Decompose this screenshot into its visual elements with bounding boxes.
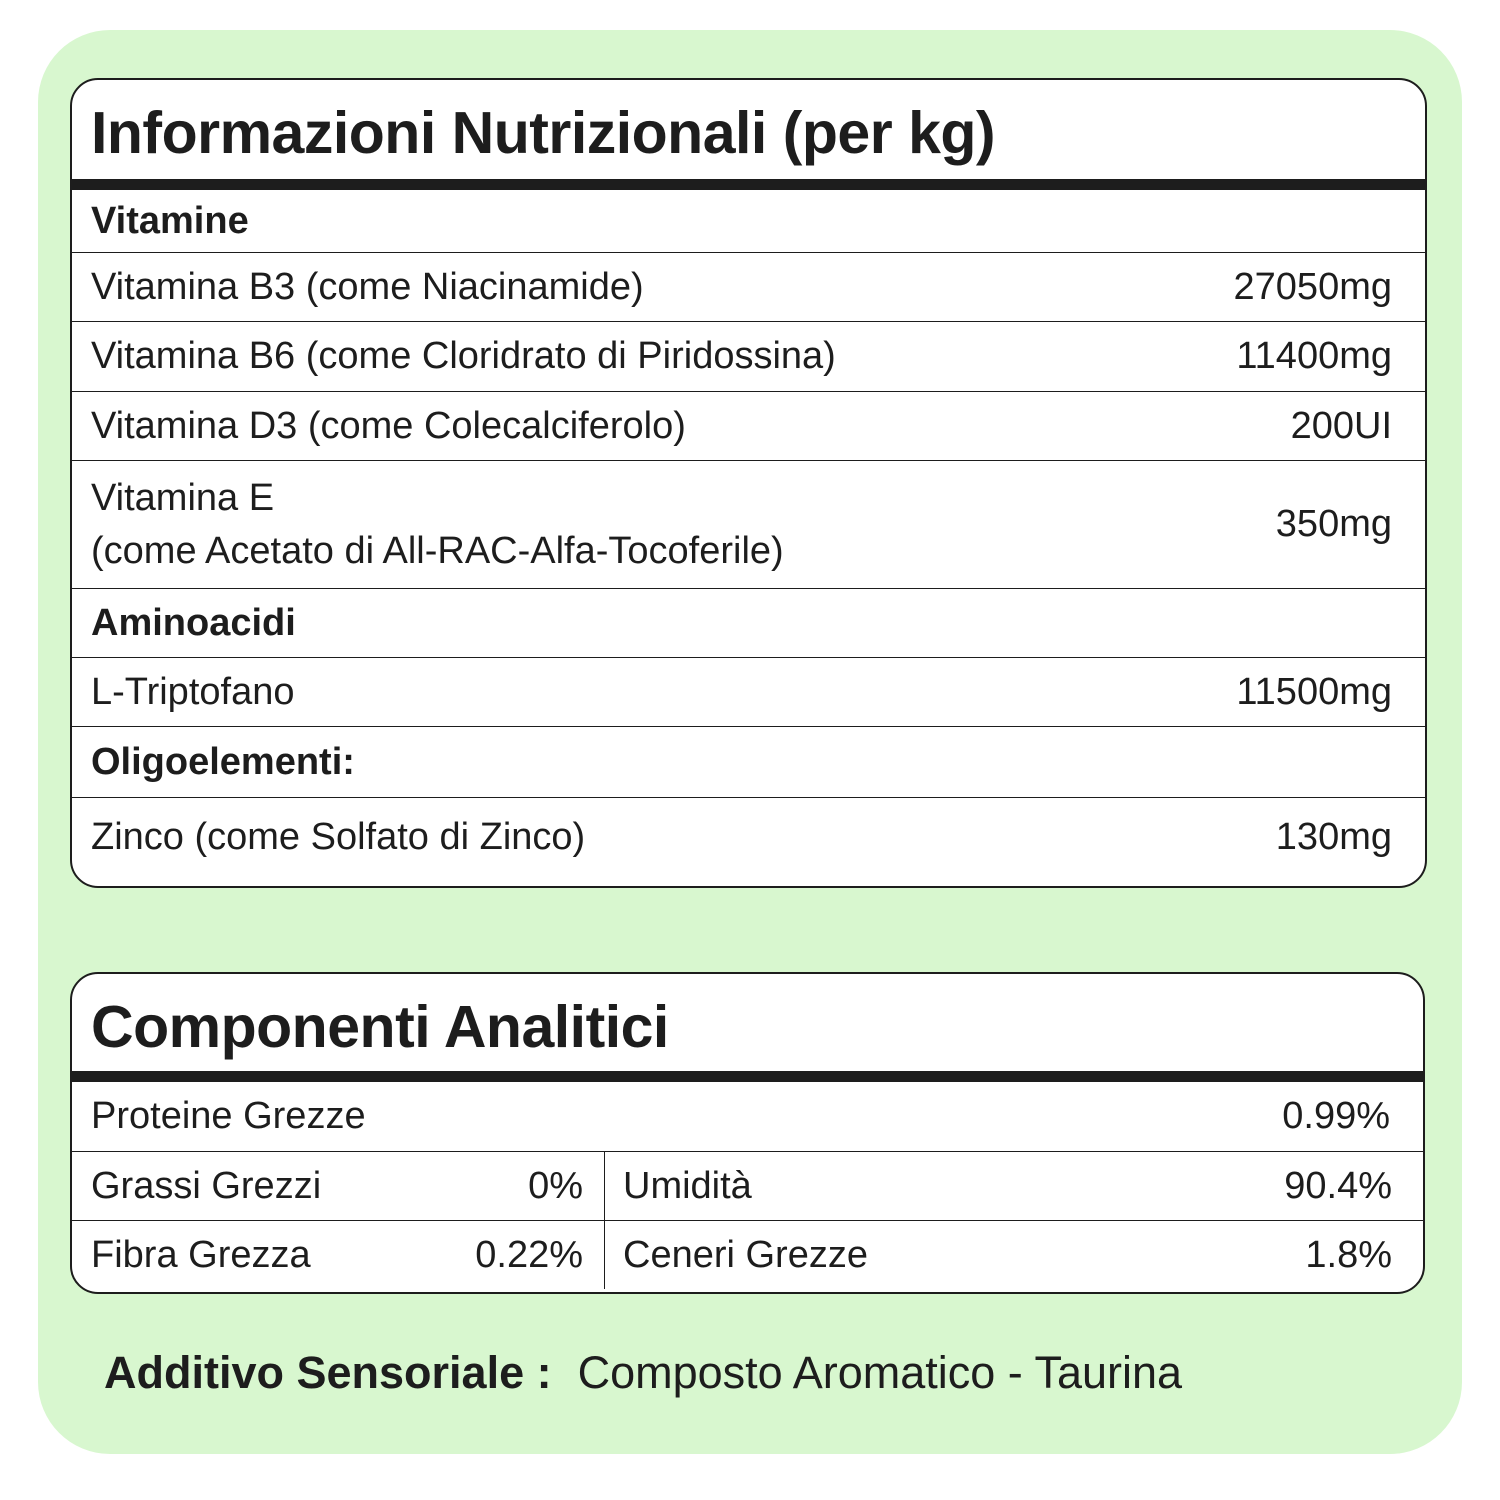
nutrient-value: 11400mg (1236, 335, 1392, 377)
section-heading-label: Oligoelementi: (91, 740, 355, 783)
nutrition-title: Informazioni Nutrizionali (per kg) (91, 100, 996, 166)
analytic-name: Umidità (623, 1164, 752, 1207)
nutrient-value: 27050mg (1233, 265, 1392, 308)
nutrient-row-vitamin-e (72, 460, 1425, 588)
nutrient-row-zinc (72, 797, 1425, 877)
sensory-additive-line (104, 1348, 1182, 1398)
nutrient-name: Zinco (come Solfato di Zinco) (91, 816, 586, 859)
section-heading-trace-elements (72, 726, 1425, 797)
title-divider (72, 1071, 1423, 1082)
section-heading-label: Vitamine (91, 199, 249, 242)
analytic-name: Ceneri Grezze (623, 1233, 868, 1276)
analytic-cell-crude-fat (72, 1152, 605, 1220)
nutrient-value: 200UI (1290, 404, 1392, 447)
nutrient-value: 11500mg (1236, 670, 1392, 713)
analytic-value: 90.4% (1284, 1164, 1392, 1207)
analytic-cell-crude-ash (605, 1221, 1423, 1289)
sensory-additive-value: Composto Aromatico - Taurina (577, 1347, 1183, 1398)
analytic-value: 1.8% (1305, 1233, 1392, 1276)
section-heading-vitamins (72, 190, 1425, 252)
nutrient-value: 130mg (1275, 816, 1392, 858)
nutrient-name-line-1: Vitamina E (91, 477, 275, 520)
nutrient-row-vitamin-b3 (72, 252, 1425, 321)
title-divider (72, 179, 1425, 190)
section-heading-label: Aminoacidi (91, 601, 296, 644)
analytic-name: Grassi Grezzi (91, 1164, 322, 1207)
nutrient-name: Vitamina D3 (come Colecalciferolo) (91, 404, 686, 447)
analytic-components-card (70, 972, 1425, 1294)
nutrient-row-l-tryptophan (72, 657, 1425, 726)
analytic-row-fibre-ash (72, 1220, 1423, 1289)
nutrition-info-card (70, 78, 1427, 888)
sensory-additive-label: Additivo Sensoriale : (104, 1347, 552, 1398)
nutrient-value: 350mg (1275, 503, 1392, 545)
analytic-value: 0.99% (1282, 1095, 1390, 1137)
nutrient-name (72, 472, 1276, 577)
analytic-row-fat-moisture (72, 1151, 1423, 1220)
section-heading-amino-acids (72, 588, 1425, 657)
analytic-name: Proteine Grezze (91, 1095, 366, 1138)
nutrient-name: Vitamina B3 (come Niacinamide) (91, 265, 644, 308)
analytic-title: Componenti Analitici (91, 994, 669, 1060)
nutrient-row-vitamin-b6 (72, 321, 1425, 391)
analytic-name: Fibra Grezza (91, 1233, 311, 1276)
analytic-cell-moisture (605, 1152, 1423, 1220)
analytic-row-crude-protein (72, 1082, 1423, 1151)
nutrient-name: L-Triptofano (91, 670, 295, 713)
analytic-value: 0.22% (475, 1233, 583, 1276)
nutrient-row-vitamin-d3 (72, 391, 1425, 460)
analytic-cell-crude-fibre (72, 1221, 605, 1289)
nutrient-name-line-2: (come Acetato di All-RAC-Alfa-Tocoferile) (91, 529, 784, 572)
nutrient-name: Vitamina B6 (come Cloridrato di Piridossina) (91, 335, 836, 378)
analytic-value: 0% (528, 1164, 583, 1207)
